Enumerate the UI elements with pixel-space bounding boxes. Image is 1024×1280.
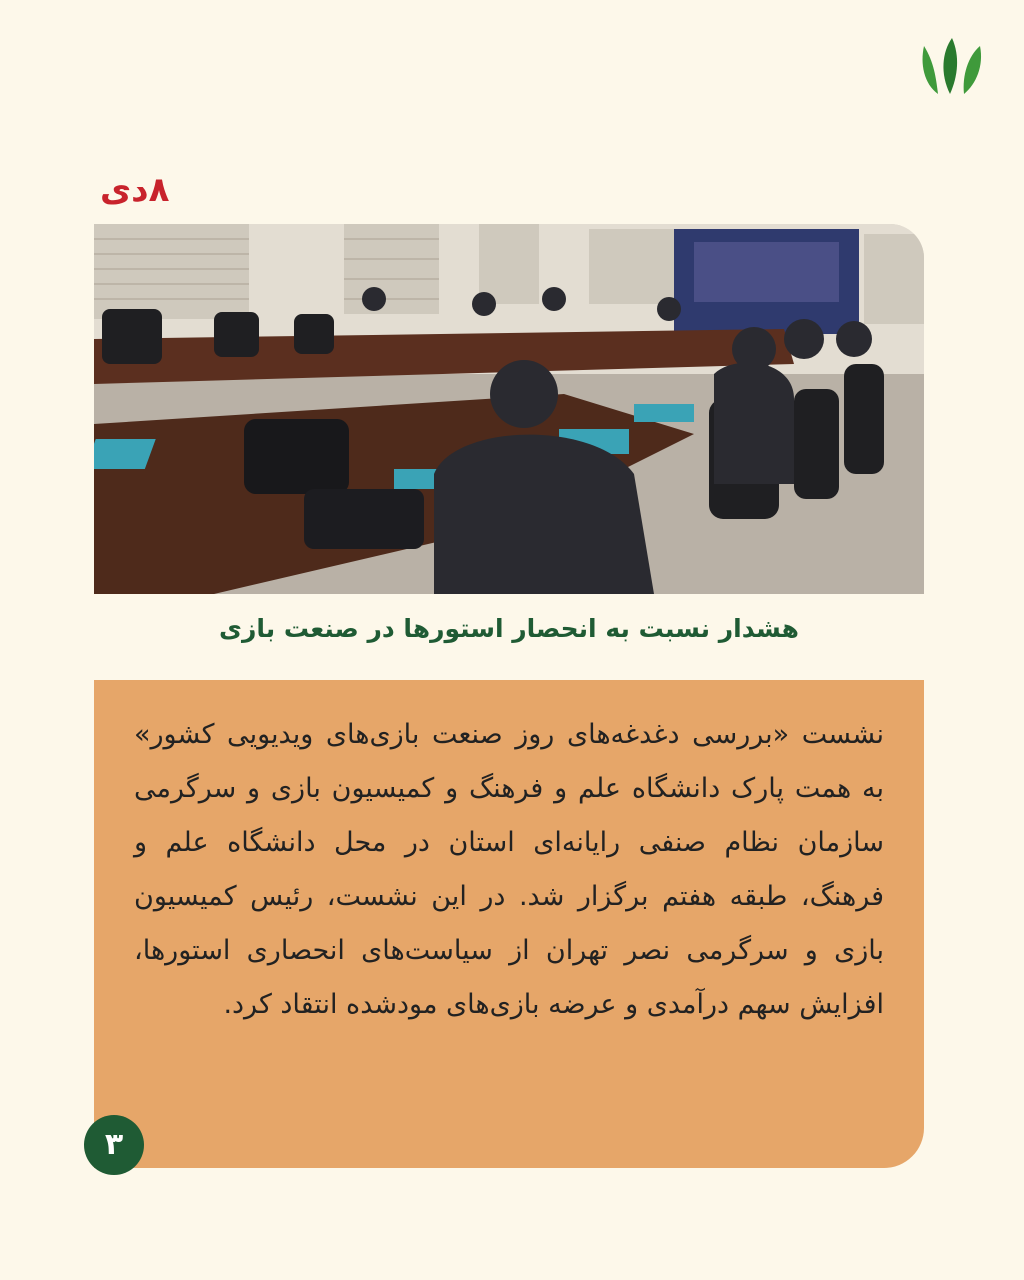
headline: هشدار نسبت به انحصار استورها در صنعت بازی [219, 614, 799, 643]
leaf-logo-icon [916, 34, 988, 100]
body-text: نشست «بررسی دغدغه‌های روز صنعت بازی‌های ویدیویی کشور» به همت پارک دانشگاه علم و فرهنگ و کمیسیون بازی و سرگرمی سازمان نظام صنفی رایانه‌ای استان در محل دانشگاه علم و فرهنگ، طبقه هفتم برگزار شد. در این نشست، رئیس کمیسیون بازی و سرگرمی نصر تهران از سیاست‌های انحصاری استورها، افزایش سهم درآمدی و عرضه بازی‌های مودشده انتقاد کرد. [134, 719, 884, 1020]
date-label: ۸دی [100, 170, 170, 210]
body-text-box [94, 680, 924, 1168]
meeting-photo [94, 224, 924, 594]
page-number-badge: ۳ [84, 1115, 144, 1175]
